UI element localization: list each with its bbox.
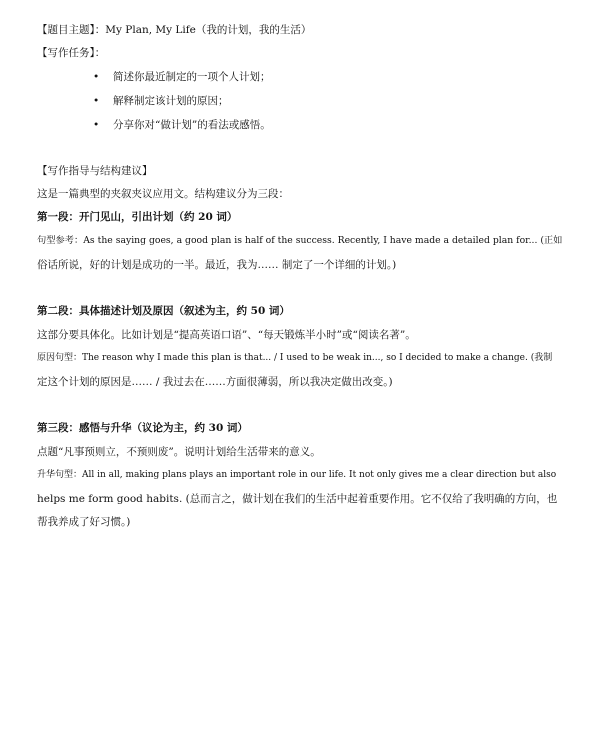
paragraph3-uplift-line2: helps me form good habits. (总而言之，做计划在我们的生活中起着重要作用。它不仅给了我明确的方向，也: [37, 493, 558, 505]
paragraph3-point: 点题“凡事预则立，不预则废”。说明计划给生活带来的意义。: [37, 446, 321, 458]
bullet-item: [93, 94, 229, 108]
bullet-icon: •: [93, 95, 100, 107]
bullet-icon: •: [93, 119, 100, 131]
paragraph3-uplift-line1: 升华句型：All in all, making plans plays an important role in our life. It not only gives me a clear direction but also: [37, 470, 557, 480]
bullet-icon: •: [93, 71, 100, 83]
bullet-item: [93, 70, 271, 84]
paragraph1-reference-line1: 句型参考：As the saying goes, a good plan is half of the success. Recently, I have made a detailed plan for... (正如: [37, 235, 563, 246]
topic-line: 【题目主题】：My Plan, My Life（我的计划，我的生活）: [37, 24, 312, 36]
bullet-text: 分享你对“做计划”的看法或感悟。: [113, 119, 271, 131]
paragraph3-heading: 第三段：感悟与升华（议论为主，约 30 词）: [37, 422, 248, 434]
task-label: 【写作任务】：: [37, 47, 106, 59]
guide-intro: 这是一篇典型的夹叙夹议应用文。结构建议分为三段：: [37, 188, 289, 200]
paragraph1-heading: 第一段：开门见山，引出计划（约 20 词）: [37, 211, 238, 223]
guide-title: 【写作指导与结构建议】: [37, 165, 153, 177]
paragraph3-uplift-line3: 帮我养成了好习惯。): [37, 516, 131, 528]
paragraph2-description: 这部分要具体化。比如计划是“提高英语口语”、“每天锻炼半小时”或“阅读名著”。: [37, 329, 416, 341]
paragraph2-reason-line1: 原因句型：The reason why I made this plan is that... / I used to be weak in..., so I decided to make a change. (我制: [37, 353, 553, 363]
bullet-item: [93, 118, 271, 132]
paragraph2-heading: 第二段：具体描述计划及原因（叙述为主，约 50 词）: [37, 305, 290, 317]
bullet-text: 解释制定该计划的原因；: [113, 95, 229, 107]
paragraph1-reference-line2: 俗话所说，好的计划是成功的一半。最近，我为…… 制定了一个详细的计划。): [37, 259, 397, 271]
bullet-text: 简述你最近制定的一项个人计划；: [113, 71, 271, 83]
paragraph2-reason-line2: 定这个计划的原因是…… / 我过去在……方面很薄弱，所以我决定做出改变。): [37, 376, 393, 388]
